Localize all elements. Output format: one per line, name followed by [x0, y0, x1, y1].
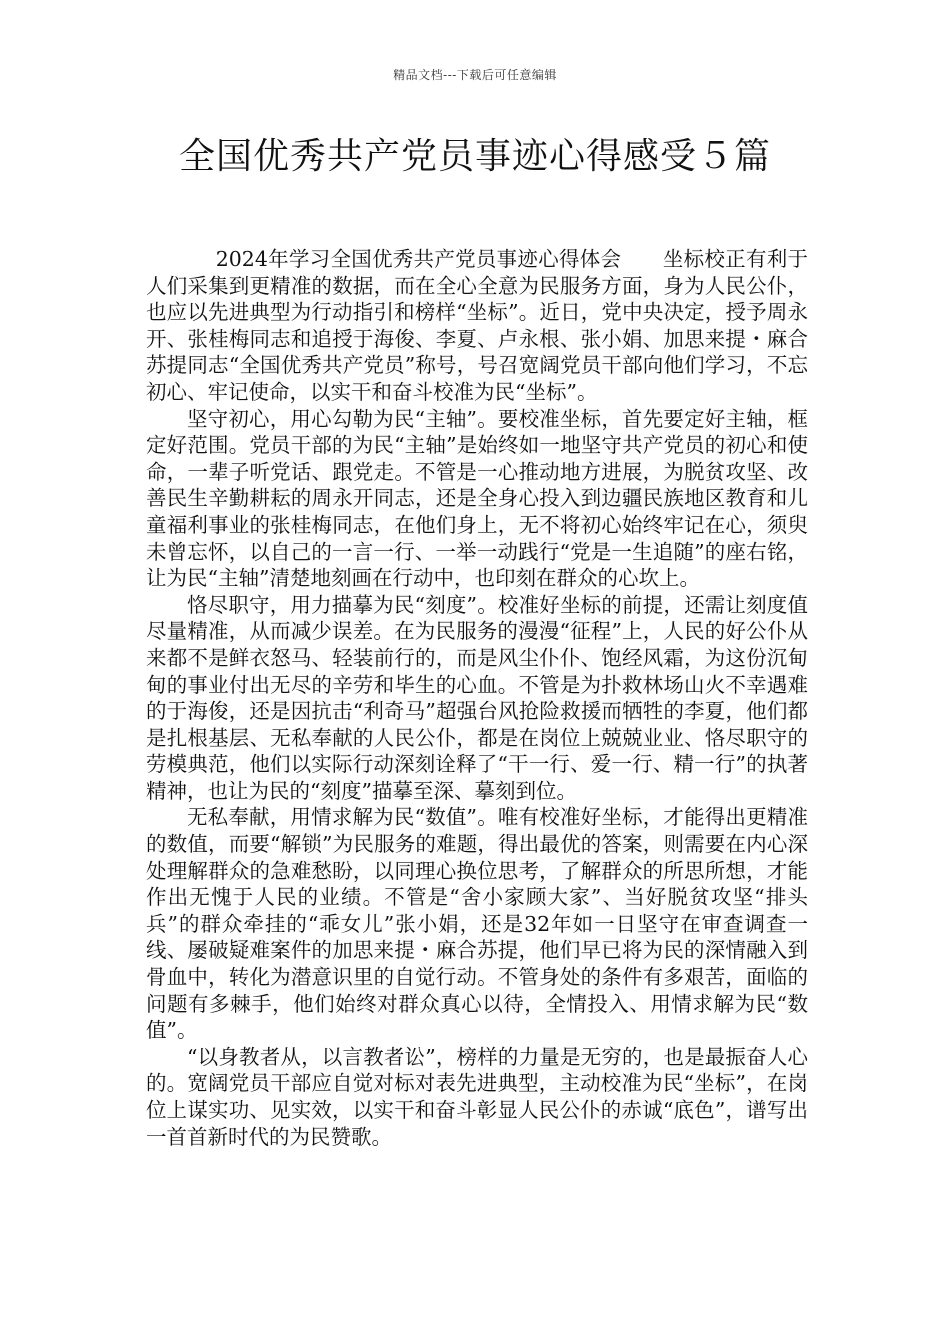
document-body: [146, 246, 808, 1150]
page-header: 精品文档---下载后可任意编辑: [393, 68, 557, 82]
paragraph-scale: 恪尽职守，用力描摹为民“刻度”。校准好坐标的前提，还需让刻度值尽量精准，从而减少误差。在为民服务的漫漫“征程”上，人民的好公仆从来都不是鲜衣怒马、轻装前行的，而是风尘仆仆、饱经风霜，为这份沉甸甸的事业付出无尽的辛劳和毕生的心血。不管是为扑救林场山火不幸遇难的于海俊，还是因抗击“利奇马”超强台风抢险救援而牺牲的李夏，他们都是扎根基层、无私奉献的人民公仆，都是在岗位上兢兢业业、恪尽职守的劳模典范，他们以实际行动深刻诠释了“干一行、爱一行、精一行”的执著精神，也让为民的“刻度”描摹至深、摹刻到位。: [146, 592, 808, 803]
paragraph-value: 无私奉献，用情求解为民“数值”。唯有校准好坐标，才能得出更精准的数值，而要“解锁”为民服务的难题，得出最优的答案，则需要在内心深处理解群众的急难愁盼，以同理心换位思考，了解群众的所思所想，才能作出无愧于人民的业绩。不管是“舍小家顾大家”、当好脱贫攻坚“排头兵”的群众牵挂的“乖女儿”张小娟，还是32年如一日坚守在审查调查一线、屡破疑难案件的加思来提・麻合苏提，他们早已将为民的深情融入到骨血中，转化为潜意识里的自觉行动。不管身处的条件有多艰苦，面临的问题有多棘手，他们始终对群众真心以待，全情投入、用情求解为民“数值”。: [146, 805, 808, 1043]
document-title: 全国优秀共产党员事迹心得感受５篇: [178, 136, 771, 177]
paragraph-intro: 2024年学习全国优秀共产党员事迹心得体会 坐标校正有利于人们采集到更精准的数据，而在全心全意为民服务方面，身为人民公仆，也应以先进典型为行动指引和榜样“坐标”。近日，党中央决定，授予周永开、张桂梅同志和追授于海俊、李夏、卢永根、张小娟、加思来提・麻合苏提同志“全国优秀共产党员”称号，号召宽阔党员干部向他们学习，不忘初心、牢记使命，以实干和奋斗校准为民“坐标”。: [146, 247, 808, 404]
paragraph-conclusion: “以身教者从，以言教者讼”，榜样的力量是无穷的，也是最振奋人心的。宽阔党员干部应自觉对标对表先进典型，主动校准为民“坐标”，在岗位上谋实功、见实效，以实干和奋斗彰显人民公仆的赤诚“底色”，谱写出一首首新时代的为民赞歌。: [146, 1044, 808, 1149]
paragraph-main-axis: 坚守初心，用心勾勒为民“主轴”。要校准坐标，首先要定好主轴，框定好范围。党员干部的为民“主轴”是始终如一地坚守共产党员的初心和使命，一辈子听党话、跟党走。不管是一心推动地方进展，为脱贫攻坚、改善民生辛勤耕耘的周永开同志，还是全身心投入到边疆民族地区教育和儿童福利事业的张桂梅同志，在他们身上，无不将初心始终牢记在心，须臾未曾忘怀，以自己的一言一行、一举一动践行“党是一生追随”的座右铭，让为民“主轴”清楚地刻画在行动中，也印刻在群众的心坎上。: [146, 406, 808, 591]
